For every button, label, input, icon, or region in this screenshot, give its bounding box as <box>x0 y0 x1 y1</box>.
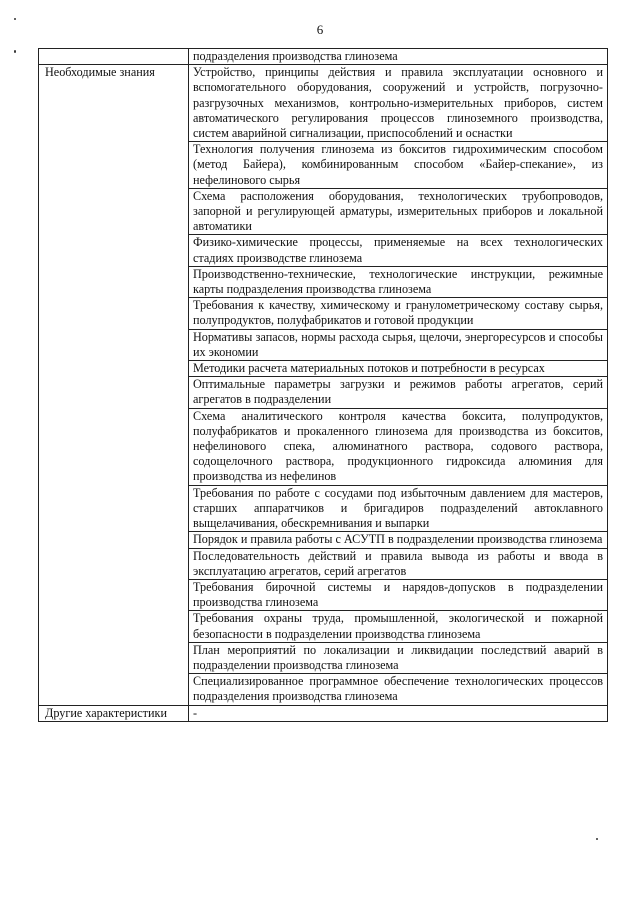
scan-speck <box>14 50 16 53</box>
knowledge-item: План мероприятий по локализации и ликвидации последствий аварий в подразделении производства глинозема <box>189 642 608 673</box>
knowledge-item: Последовательность действий и правила вывода из работы и ввода в эксплуатацию агрегатов, серий агрегатов <box>189 548 608 579</box>
table-cell-fragment: подразделения производства глинозема <box>189 49 608 65</box>
knowledge-item: Требования к качеству, химическому и гранулометрическому составу сырья, полупродуктов, полуфабрикатов и готовой продукции <box>189 298 608 329</box>
knowledge-item: Производственно-технические, технологические инструкции, режимные карты подразделения производства глинозема <box>189 266 608 297</box>
knowledge-item: Устройство, принципы действия и правила эксплуатации основного и вспомогательного оборудования, сооружений и устройств, погрузочно-разгрузочных механизмов, контрольно-измерительных приборов, систем автоматического регулирования процессов глиноземного производства, систем аварийной сигнализации, приспособлений и оснастки <box>189 65 608 142</box>
table-row <box>39 49 608 65</box>
knowledge-item: Схема расположения оборудования, технологических трубопроводов, запорной и регулирующей арматуры, измерительных приборов и локальной автоматики <box>189 188 608 235</box>
knowledge-item: Специализированное программное обеспечение технологических процессов подразделения производства глинозема <box>189 674 608 705</box>
knowledge-item: Требования по работе с сосудами под избыточным давлением для мастеров, старших аппаратчиков и бригадиров подразделений автоклавного выщелачивания, обескремнивания и выпарки <box>189 485 608 532</box>
knowledge-item: Требования охраны труда, промышленной, экологической и пожарной безопасности в подразделении производства глинозема <box>189 611 608 642</box>
table-row <box>39 705 608 721</box>
empty-label-cell <box>39 49 189 65</box>
scan-speck <box>14 18 16 20</box>
page-number: 6 <box>316 22 324 37</box>
knowledge-item: Порядок и правила работы с АСУТП в подразделении производства глинозема <box>189 532 608 548</box>
knowledge-item: Схема аналитического контроля качества боксита, полупродуктов, полуфабрикатов и прокаленного глинозема для производства из бокситов, нефелинового спека, алюминатного раствора, содового раствора, содощелочного раствора, продукционного гидроксида алюминия для производства из нефелинов <box>189 408 608 485</box>
knowledge-item: Методики расчета материальных потоков и потребности в ресурсах <box>189 361 608 377</box>
knowledge-item: Нормативы запасов, нормы расхода сырья, щелочи, энергоресурсов и способы их экономии <box>189 329 608 360</box>
knowledge-item: Технология получения глинозема из бокситов гидрохимическим способом (метод Байера), комбинированным способом «Байер-спекание», из нефелинового сырья <box>189 142 608 189</box>
requirements-table <box>38 48 608 722</box>
other-label: Другие характеристики <box>39 705 189 721</box>
other-value: - <box>189 705 608 721</box>
knowledge-label: Необходимые знания <box>39 65 189 705</box>
knowledge-item: Оптимальные параметры загрузки и режимов работы агрегатов, серий агрегатов в подразделении <box>189 377 608 408</box>
knowledge-item: Требования бирочной системы и нарядов-допусков в подразделении производства глинозема <box>189 579 608 610</box>
scan-speck <box>596 838 598 840</box>
knowledge-item: Физико-химические процессы, применяемые на всех технологических стадиях производстве глинозема <box>189 235 608 266</box>
table-row <box>39 65 608 142</box>
